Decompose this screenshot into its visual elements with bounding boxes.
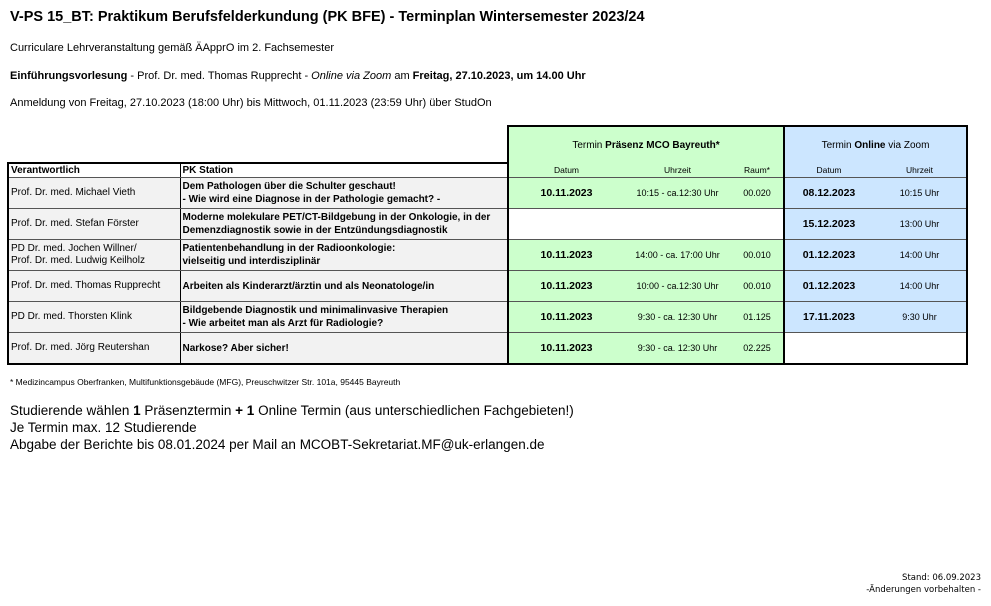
station-title-line: - Wie wird eine Diagnose in der Pathologie gemacht? -: [182, 194, 441, 205]
presence-time: 14:00 - ca. 17:00 Uhr: [624, 240, 731, 271]
intro-am: am: [391, 70, 413, 82]
station-title-line: Dem Pathologen über die Schulter geschaut!: [182, 181, 396, 192]
notes: [10, 402, 574, 453]
station-cell: [180, 178, 508, 209]
station-title-line: Patientenbehandlung in der Radioonkologie:: [182, 243, 396, 254]
note-choice: Studierende wählen 1 Präsenztermin + 1 Online Termin (aus unterschiedlichen Fachgebieten!): [10, 403, 574, 418]
intro-line: [10, 70, 586, 82]
col-online-time: Uhrzeit: [873, 163, 967, 178]
online-group-header: Termin Online via Zoom: [784, 126, 967, 163]
station-cell: [180, 302, 508, 333]
column-header-row: [8, 163, 967, 178]
intro-lecturer: Prof. Dr. med. Thomas Rupprecht: [137, 70, 302, 82]
page-title: V-PS 15_BT: Praktikum Berufsfelderkundung (PK BFE) - Terminplan Wintersemester 2023/24: [10, 9, 645, 25]
online-date: 08.12.2023: [784, 178, 873, 209]
table-row: [8, 271, 967, 302]
online-date: 17.11.2023: [784, 302, 873, 333]
station-title-line: Moderne molekulare PET/CT-Bildgebung in der Onkologie, in der: [182, 212, 491, 223]
presence-date: [508, 209, 624, 240]
table-row: [8, 333, 967, 365]
presence-room: 01.125: [731, 302, 784, 333]
online-time: 9:30 Uhr: [873, 302, 967, 333]
online-date: [784, 333, 873, 365]
schedule-table: [7, 125, 968, 365]
responsible-cell: [8, 178, 180, 209]
online-time: 14:00 Uhr: [873, 240, 967, 271]
presence-time: [624, 209, 731, 240]
online-time: [873, 333, 967, 365]
presence-room: 00.010: [731, 271, 784, 302]
table-row: [8, 178, 967, 209]
responsible-cell: [8, 271, 180, 302]
responsible-name: Prof. Dr. med. Jörg Reutershan: [11, 342, 150, 353]
presence-date: 10.11.2023: [508, 333, 624, 365]
presence-time: 10:00 - ca.12:30 Uhr: [624, 271, 731, 302]
note-capacity: Je Termin max. 12 Studierende: [10, 420, 197, 435]
col-station: PK Station: [180, 163, 508, 178]
station-cell: [180, 240, 508, 271]
responsible-cell: [8, 333, 180, 365]
table-row: [8, 302, 967, 333]
presence-time: 10:15 - ca.12:30 Uhr: [624, 178, 731, 209]
intro-label: Einführungsvorlesung: [10, 70, 128, 82]
responsible-name: PD Dr. med. Jochen Willner/: [11, 243, 137, 254]
intro-sep2: -: [301, 70, 312, 82]
station-title-line: vielseitig und interdisziplinär: [182, 256, 321, 267]
responsible-name: Prof. Dr. med. Michael Vieth: [11, 187, 136, 198]
online-date: 01.12.2023: [784, 271, 873, 302]
col-presence-date: Datum: [508, 163, 624, 178]
responsible-cell: [8, 240, 180, 271]
station-title-line: - Wie arbeitet man als Arzt für Radiologie?: [182, 318, 384, 329]
intro-when: Freitag, 27.10.2023, um 14.00 Uhr: [412, 70, 586, 82]
col-online-date: Datum: [784, 163, 873, 178]
col-responsible: Verantwortlich: [8, 163, 180, 178]
presence-date: 10.11.2023: [508, 302, 624, 333]
group-header-row: [8, 126, 967, 163]
online-time: 13:00 Uhr: [873, 209, 967, 240]
responsible-cell: [8, 209, 180, 240]
intro-mode: Online via Zoom: [311, 70, 392, 82]
station-cell: [180, 333, 508, 365]
online-time: 10:15 Uhr: [873, 178, 967, 209]
table-row: [8, 209, 967, 240]
responsible-name: PD Dr. med. Thorsten Klink: [11, 311, 132, 322]
presence-room: 00.010: [731, 240, 784, 271]
presence-date: 10.11.2023: [508, 240, 624, 271]
presence-time: 9:30 - ca. 12:30 Uhr: [624, 302, 731, 333]
presence-date: 10.11.2023: [508, 271, 624, 302]
presence-room: [731, 209, 784, 240]
online-date: 15.12.2023: [784, 209, 873, 240]
presence-date: 10.11.2023: [508, 178, 624, 209]
responsible-cell: [8, 302, 180, 333]
registration-info: Anmeldung von Freitag, 27.10.2023 (18:00 Uhr) bis Mittwoch, 01.11.2023 (23:59 Uhr) über StudOn: [10, 97, 492, 109]
stand-disclaimer: -Änderungen vorbehalten -: [866, 585, 981, 595]
table-row: [8, 240, 967, 271]
station-title-line: Arbeiten als Kinderarzt/ärztin und als Neonatologe/in: [182, 280, 435, 292]
presence-time: 9:30 - ca. 12:30 Uhr: [624, 333, 731, 365]
station-title-line: Narkose? Aber sicher!: [182, 342, 289, 354]
intro-sep1: -: [127, 70, 138, 82]
note-submission: Abgabe der Berichte bis 08.01.2024 per Mail an MCOBT-Sekretariat.MF@uk-erlangen.de: [10, 437, 545, 452]
responsible-name: Prof. Dr. med. Stefan Förster: [11, 218, 139, 229]
responsible-name: Prof. Dr. med. Thomas Rupprecht: [11, 280, 161, 291]
online-time: 14:00 Uhr: [873, 271, 967, 302]
stand-date: Stand: 06.09.2023: [902, 573, 981, 583]
presence-group-header: Termin Präsenz MCO Bayreuth*: [508, 126, 784, 163]
footnote: * Medizincampus Oberfranken, Multifunktionsgebäude (MFG), Preuschwitzer Str. 101a, 95445 Bayreuth: [10, 377, 401, 387]
online-date: 01.12.2023: [784, 240, 873, 271]
responsible-name: Prof. Dr. med. Ludwig Keilholz: [11, 255, 145, 266]
subtitle: Curriculare Lehrveranstaltung gemäß ÄApprO im 2. Fachsemester: [10, 42, 335, 54]
station-cell: [180, 271, 508, 302]
col-presence-time: Uhrzeit: [624, 163, 731, 178]
station-title-line: Bildgebende Diagnostik und minimalinvasive Therapien: [182, 305, 449, 316]
station-title-line: Demenzdiagnostik sowie in der Entzündungsdiagnostik: [182, 225, 448, 236]
presence-room: 00.020: [731, 178, 784, 209]
station-cell: [180, 209, 508, 240]
stand-note: [866, 572, 981, 596]
presence-room: 02.225: [731, 333, 784, 365]
col-room: Raum*: [731, 163, 784, 178]
